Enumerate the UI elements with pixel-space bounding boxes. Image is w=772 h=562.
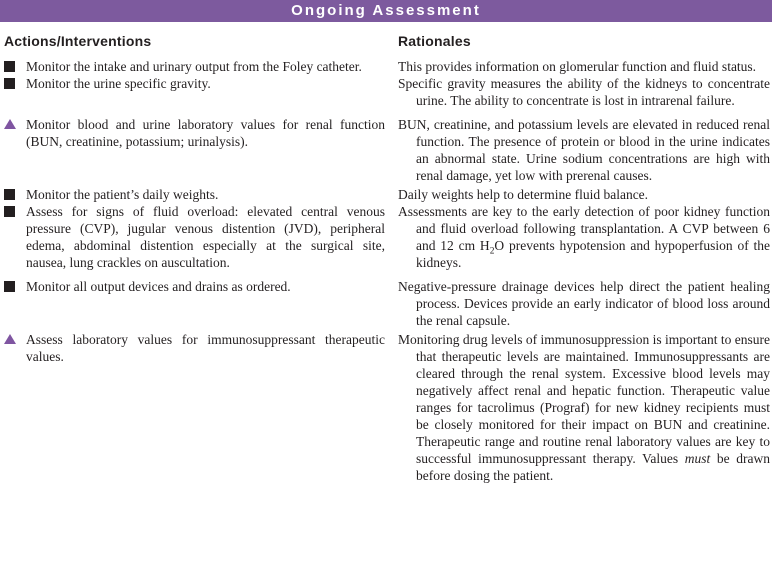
- action-item: [4, 58, 385, 75]
- rationales-column-header: Rationales: [398, 33, 471, 49]
- action-text: Monitor the patient’s daily weights.: [26, 187, 219, 202]
- rationale-cell: [398, 331, 770, 484]
- rationale-cell: [398, 116, 770, 184]
- rationale-text: Specific gravity measures the ability of the kidneys to concentrate urine. The ability to concentrate is lost in intrarenal failure.: [398, 76, 770, 108]
- rationale-text: This provides information on glomerular function and fluid status.: [398, 59, 757, 74]
- table-row: [4, 186, 770, 203]
- rationale-text: Negative-pressure drainage devices help direct the patient healing process. Devices provide an early indicator of blood loss around the renal capsule.: [398, 279, 770, 328]
- square-bullet-icon: [4, 61, 15, 72]
- table-row: [4, 331, 770, 484]
- square-bullet-icon: [4, 189, 15, 200]
- triangle-bullet-icon: [4, 334, 16, 344]
- action-text: Assess for signs of fluid overload: elevated central venous pressure (CVP), jugular venous distention (JVD), peripheral edema, abdominal distention especially at the surgical site, nausea, lung crackles on auscultation.: [26, 204, 385, 270]
- rationale-cell: [398, 58, 770, 75]
- rationale-cell: [398, 186, 770, 203]
- actions-cell: [4, 116, 398, 184]
- rationale-text: Assessments are key to the early detection of poor kidney function and fluid overload following transplantation. A CVP between 6 and 12 cm $H_2O$ prevents hypotension and hypoperfusion of the kidneys.: [398, 204, 771, 270]
- rationale-text: Daily weights help to determine fluid balance.: [398, 187, 649, 202]
- action-item: [4, 75, 385, 92]
- panel-title: Ongoing Assessment: [0, 0, 772, 22]
- column-headers: [0, 33, 772, 49]
- rationale-cell: [398, 278, 770, 329]
- table-row: [4, 278, 770, 329]
- square-bullet-icon: [4, 78, 15, 89]
- rationale-text: BUN, creatinine, and potassium levels are elevated in reduced renal function. The presence of protein or blood in the urine indicates an abnormal state. Urine sodium concentrations are high with renal damage, yet low with prerenal causes.: [398, 117, 770, 183]
- rationale-cell: [398, 75, 770, 109]
- table-row: [4, 58, 770, 75]
- action-item: [4, 203, 385, 271]
- actions-cell: [4, 331, 398, 484]
- action-text: Monitor all output devices and drains as ordered.: [26, 279, 291, 294]
- actions-column-header: Actions/Interventions: [4, 33, 152, 49]
- actions-cell: [4, 203, 398, 271]
- action-item: [4, 186, 385, 203]
- table-row: [4, 116, 770, 184]
- square-bullet-icon: [4, 281, 15, 292]
- square-bullet-icon: [4, 206, 15, 217]
- actions-cell: [4, 278, 398, 329]
- actions-cell: [4, 75, 398, 109]
- actions-cell: [4, 186, 398, 203]
- table-row: [4, 203, 770, 271]
- triangle-bullet-icon: [4, 119, 16, 129]
- action-text: Monitor blood and urine laboratory values for renal function (BUN, creatinine, potassium; urinalysis).: [26, 117, 385, 149]
- action-item: [4, 116, 385, 150]
- action-item: [4, 331, 385, 365]
- action-item: [4, 278, 385, 295]
- actions-cell: [4, 58, 398, 75]
- action-text: Monitor the urine specific gravity.: [26, 76, 211, 91]
- action-text: Assess laboratory values for immunosuppressant therapeutic values.: [26, 332, 385, 364]
- rationale-cell: [398, 203, 770, 271]
- table-row: [4, 75, 770, 109]
- assessment-rows: [0, 58, 772, 484]
- rationale-text: Monitoring drug levels of immunosuppression is important to ensure that therapeutic levels are maintained. Immunosuppressants are cleared through the renal system. Excessive blood levels may negatively affect renal and hepatic function. Therapeutic value ranges for tacrolimus (Prograf) for new kidney recipients must be closely monitored for their impact on BUN and creatinine. Therapeutic range and routine renal laboratory values are key to successful immunosuppressant therapy. Values must be drawn before dosing the patient.: [398, 332, 770, 483]
- action-text: Monitor the intake and urinary output from the Foley catheter.: [26, 59, 362, 74]
